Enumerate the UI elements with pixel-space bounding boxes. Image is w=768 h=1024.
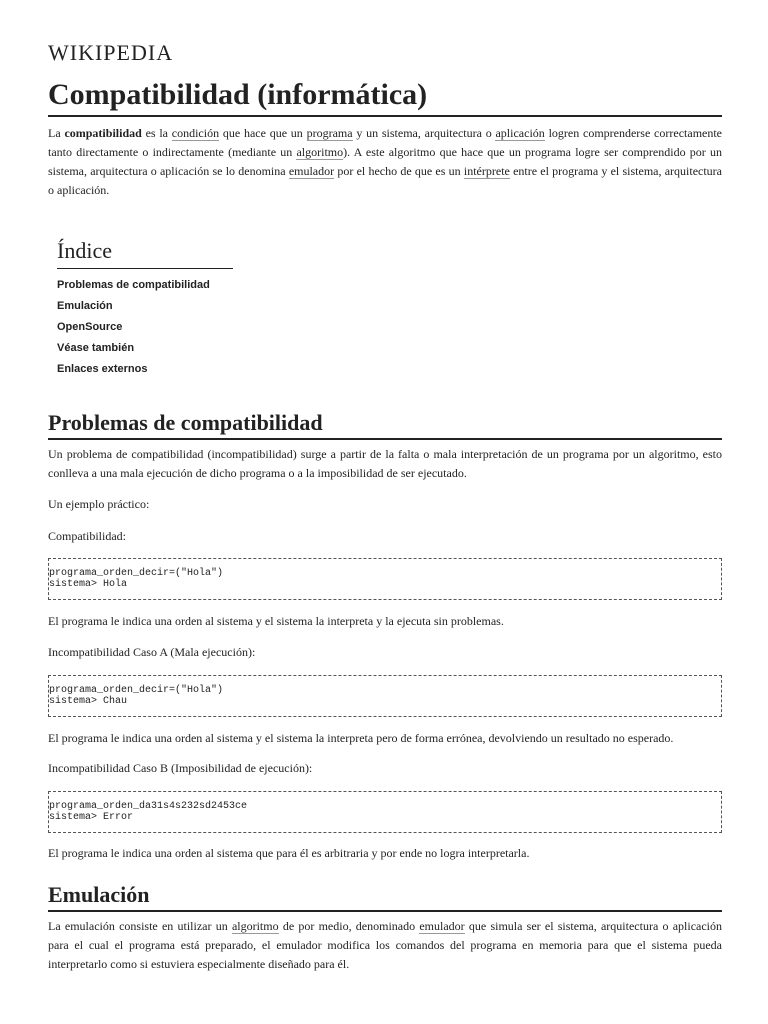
section-heading: Emulación — [48, 882, 722, 912]
table-of-contents — [57, 238, 233, 380]
toc-item[interactable]: Problemas de compatibilidad — [57, 279, 210, 291]
link-interprete[interactable]: intérprete — [463, 164, 510, 178]
wikipedia-logo[interactable]: WIKIPEDIA — [48, 40, 174, 65]
toc-item[interactable]: Enlaces externos — [57, 363, 148, 375]
link-algoritmo[interactable]: algoritmo — [296, 145, 344, 159]
paragraph: El programa le indica una orden al sistema y el sistema la interpreta pero de forma errónea, devolviendo un resultado no esperado. — [48, 731, 674, 745]
toc-item[interactable]: Véase también — [57, 342, 135, 354]
code-block: programa_orden_decir=("Hola") sistema> Hola — [48, 558, 722, 600]
link-aplicacion[interactable]: aplicación — [495, 126, 545, 140]
code-block: programa_orden_da31s4s232sd2453ce sistema> Error — [48, 791, 722, 833]
paragraph: Un problema de compatibilidad (incompatibilidad) surge a partir de la falta o mala interpretación de un programa por un algoritmo, esto conlleva a una mala ejecución de dicho programa o a la imposibilidad de ser ejecutado. — [48, 447, 722, 480]
section-heading: Problemas de compatibilidad — [48, 410, 722, 440]
paragraph: El programa le indica una orden al sistema que para él es arbitraria y por ende no logra interpretarla. — [48, 846, 530, 860]
link-emulador[interactable]: emulador — [419, 919, 465, 933]
page-title: Compatibilidad (informática) — [48, 78, 722, 117]
link-programa[interactable]: programa — [306, 126, 353, 140]
caption: Compatibilidad: — [48, 529, 126, 543]
link-algoritmo[interactable]: algoritmo — [231, 919, 279, 933]
caption: Incompatibilidad Caso B (Imposibilidad de ejecución): — [48, 761, 313, 775]
caption: Incompatibilidad Caso A (Mala ejecución): — [48, 645, 256, 659]
toc-item[interactable]: OpenSource — [57, 321, 123, 333]
link-condicion[interactable]: condición — [171, 126, 220, 140]
toc-item[interactable]: Emulación — [57, 300, 113, 312]
toc-heading: Índice — [57, 238, 233, 269]
link-emulador[interactable]: emulador — [288, 164, 335, 178]
code-block: programa_orden_decir=("Hola") sistema> Chau — [48, 675, 722, 717]
intro-paragraph: La compatibilidad es la condición que hace que un programa y un sistema, arquitectura o aplicación logren comprenderse correctamente tanto directamente o indirectamente (mediante un algoritmo). A este algoritmo que hace que un programa logre ser comprendido por un sistema, arquitectura o aplicación se lo denomina emulador por el hecho de que es un intérprete entre el programa y el sistema, arquitectura o aplicación. — [48, 126, 723, 197]
paragraph: Un ejemplo práctico: — [48, 497, 150, 511]
paragraph: El programa le indica una orden al sistema y el sistema la interpreta y la ejecuta sin problemas. — [48, 614, 504, 628]
paragraph: La emulación consiste en utilizar un algoritmo de por medio, denominado emulador que simula ser el sistema, arquitectura o aplicación para el cual el programa está preparado, el emulador modifica los comandos del programa en memoria para que el sistema pueda interpretarlo como si estuviera especialmente diseñado para él. — [48, 919, 723, 971]
